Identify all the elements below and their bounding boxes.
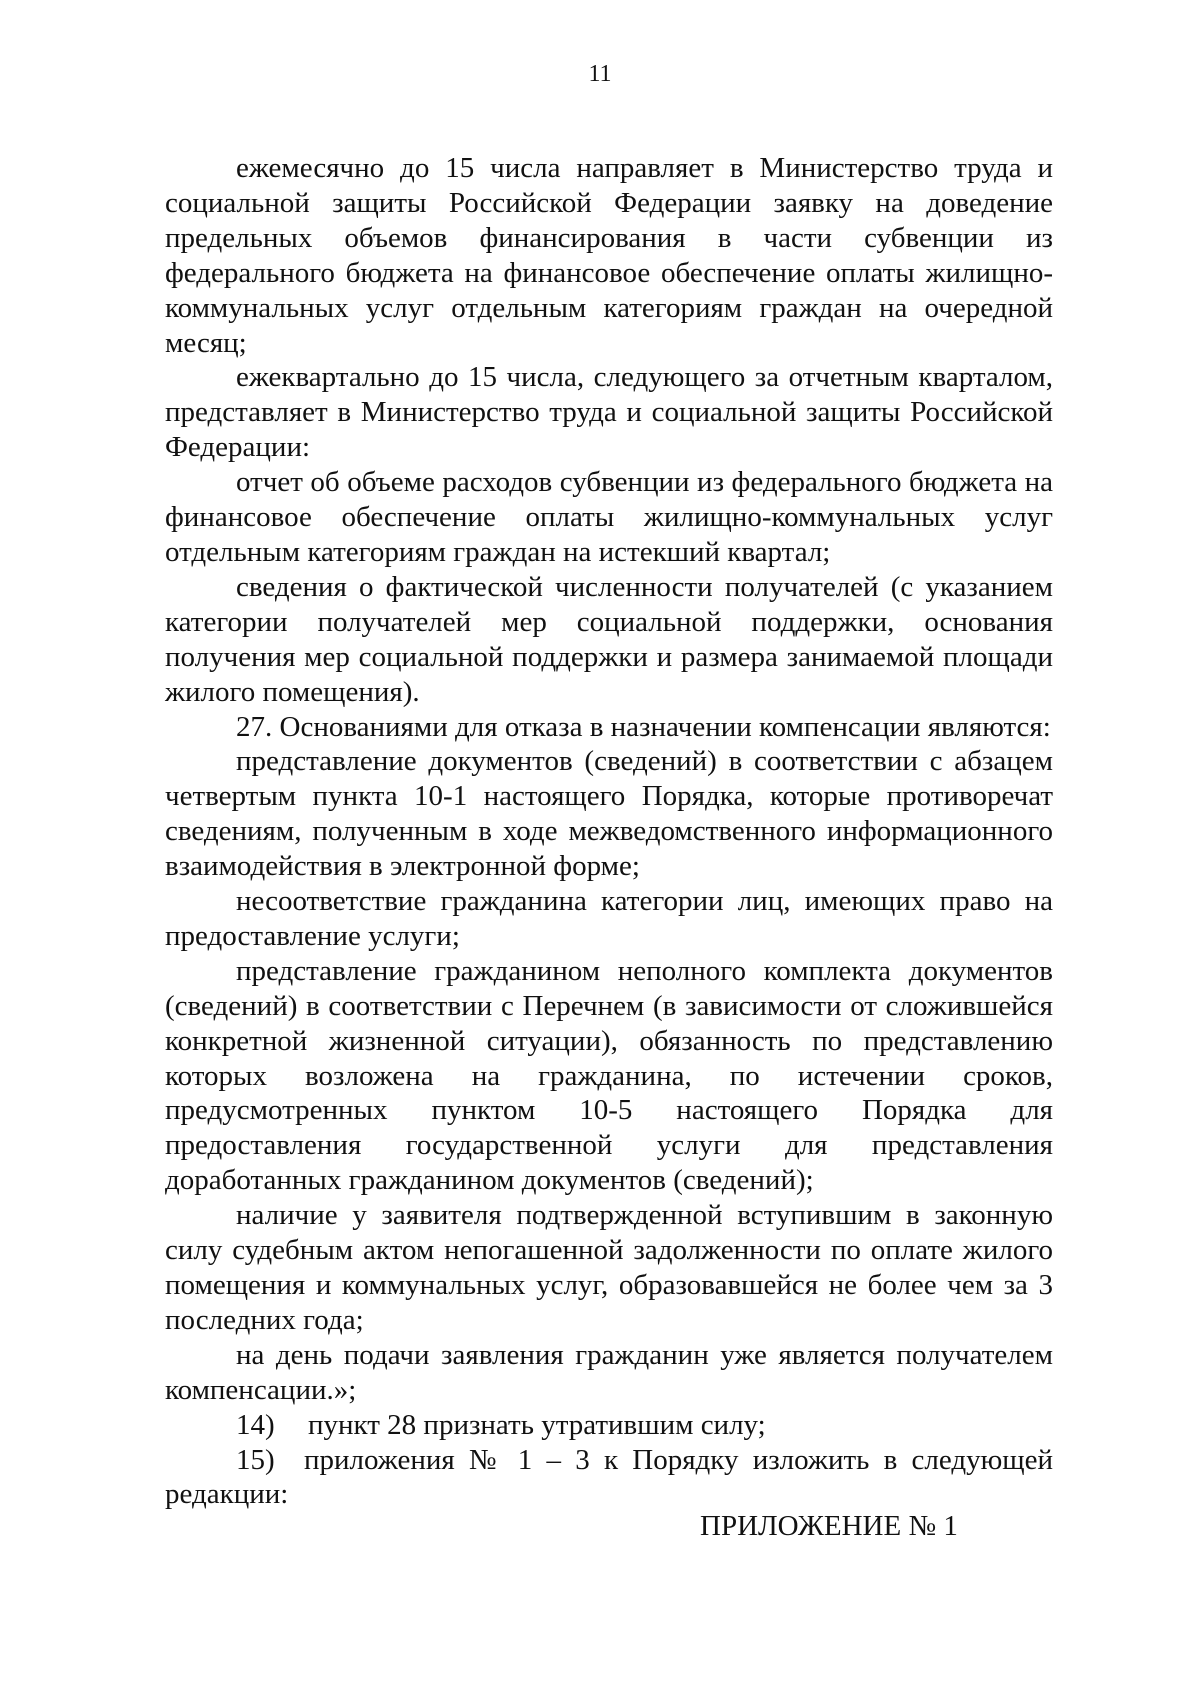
paragraph-category-mismatch: несоответствие гражданина категории лиц, имеющих право на предоставление услуги; <box>165 885 1053 952</box>
document-body <box>165 151 1053 1512</box>
page-number: 11 <box>588 61 612 87</box>
paragraph-contradicting-documents: представление документов (сведений) в соответствии с абзацем четвертым пункта 10-1 настоящего Порядка, которые противоречат сведениям, полученным в ходе межведомственного информационного взаимодействия в электронной форме; <box>165 745 1053 883</box>
paragraph-recipients-info: сведения о фактической численности получателей (с указанием категории получателей мер социальной поддержки, основания получения мер социальной поддержки и размера занимаемой площади жилого помещения). <box>165 570 1053 708</box>
list-item-number: 14) <box>236 1408 275 1441</box>
list-item-14 <box>165 1408 1053 1443</box>
paragraph-already-recipient: на день подачи заявления гражданин уже является получателем компенсации.»; <box>165 1338 1053 1406</box>
list-item-number: 15) <box>236 1443 275 1476</box>
paragraph-debt: наличие у заявителя подтвержденной вступившим в законную силу судебным актом непогашенной задолженности по оплате жилого помещения и коммунальных услуг, образовавшейся не более чем за 3 последних года; <box>165 1199 1053 1336</box>
paragraph-monthly-request: ежемесячно до 15 числа направляет в Министерство труда и социальной защиты Российской Федерации заявку на доведение предельных объемов финансирования в части субвенции из федерального бюджета на финансовое обеспечение оплаты жилищно-коммунальных услуг отдельным категориям граждан на очередной месяц; <box>165 152 1053 359</box>
list-item-text: пункт 28 признать утратившим силу; <box>308 1408 766 1441</box>
paragraph-quarterly-report-intro: ежеквартально до 15 числа, следующего за отчетным кварталом, представляет в Министерство труда и социальной защиты Российской Федерации: <box>165 361 1053 464</box>
paragraph-expense-report: отчет об объеме расходов субвенции из федерального бюджета на финансовое обеспечение оплаты жилищно-коммунальных услуг отдельным категориям граждан на истекший квартал; <box>165 466 1053 568</box>
appendix-heading: ПРИЛОЖЕНИЕ № 1 <box>700 1510 958 1542</box>
list-item-text: приложения № 1 – 3 к Порядку изложить в следующей редакции: <box>165 1443 1053 1511</box>
list-item-15 <box>165 1443 1053 1513</box>
paragraph-refusal-grounds: 27. Основаниями для отказа в назначении компенсации являются: <box>236 710 1051 743</box>
paragraph-incomplete-documents: представление гражданином неполного комплекта документов (сведений) в соответствии с Перечнем (в зависимости от сложившейся конкретной жизненной ситуации), обязанность по представлению которых возложена на гражданина, по истечении сроков, предусмотренных пунктом 10-5 настоящего Порядка для предоставления государственной услуги для представления доработанных гражданином документов (сведений); <box>165 954 1053 1197</box>
